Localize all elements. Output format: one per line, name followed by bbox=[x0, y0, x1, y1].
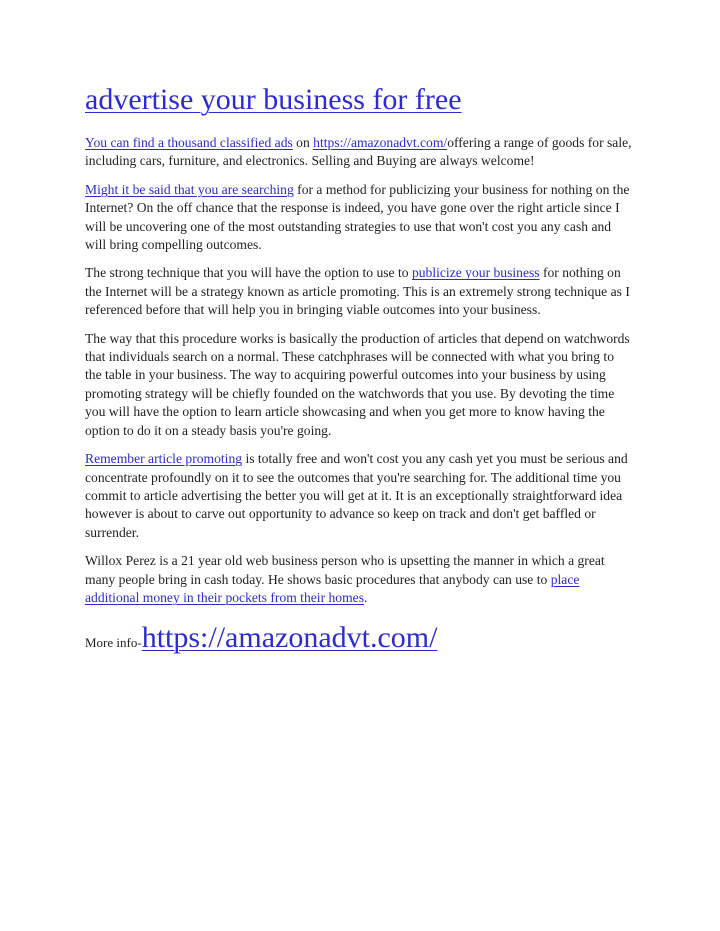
paragraph-4 bbox=[85, 330, 633, 440]
document-page bbox=[85, 80, 633, 655]
paragraph-6 bbox=[85, 552, 633, 607]
article-promoting-link[interactable]: Remember article promoting bbox=[85, 451, 243, 467]
publicize-business-link[interactable]: publicize your business bbox=[411, 265, 540, 281]
p6-text-1: Willox Perez is a 21 year old web business person who is upsetting the manner in which a great many people bring in cash today. He shows basic procedures that anybody can use to bbox=[85, 553, 605, 587]
more-info bbox=[85, 621, 633, 655]
p2-text: for a method for publicizing your business for nothing on the Internet? On the off chance that the response is indeed, you have gone over the right article since I will be uncovering one of the most outstanding strategies to use that won't cost you any cash and will bring compelling outcomes. bbox=[85, 181, 630, 253]
amazonadvt-link[interactable]: https://amazonadvt.com/ bbox=[313, 135, 448, 150]
paragraph-3 bbox=[85, 264, 633, 319]
p1-text-2: offering a range of goods for sale, including cars, furniture, and electronics. Selling and Buying are always welcome! bbox=[85, 135, 632, 169]
page-title bbox=[85, 80, 633, 120]
p3-text-1: The strong technique that you will have the option to use to bbox=[85, 265, 412, 281]
paragraph-5 bbox=[85, 450, 633, 542]
paragraph-1 bbox=[85, 134, 633, 171]
p4-text: The way that this procedure works is basically the production of articles that depend on watchwords that individuals search on a normal. These catchphrases will be connected with what you bring to the table in your business. The way to acquiring powerful outcomes into your business by using promoting strategy will be chiefly founded on the watchwords that you use. By devoting the time you will have the option to learn article showcasing and when you get more to know having the option to do it on a steady basis you're going. bbox=[85, 330, 630, 438]
searching-link[interactable]: Might it be said that you are searching bbox=[85, 181, 294, 197]
p1-text-1: on bbox=[292, 135, 314, 150]
paragraph-2 bbox=[85, 181, 633, 255]
title-link[interactable]: advertise your business for free bbox=[85, 83, 462, 116]
more-info-label: More info- bbox=[85, 635, 142, 651]
more-info-link[interactable]: https://amazonadvt.com/ bbox=[141, 621, 438, 655]
additional-money-link[interactable]: place additional money in their pockets from their homes bbox=[85, 571, 580, 605]
p5-text: is totally free and won't cost you any cash yet you must be serious and concentrate profoundly on it to see the outcomes that you're searching for. The additional time you commit to article advertising the better you will get at it. It is an exceptionally straightforward idea however is about to carve out opportunity to advance so keep on track and don't get baffled or surrender. bbox=[85, 451, 628, 540]
p6-text-2: . bbox=[363, 589, 368, 605]
classified-ads-link[interactable]: You can find a thousand classified ads bbox=[85, 135, 293, 150]
p3-text-2: for nothing on the Internet will be a strategy known as article promoting. This is an extremely strong technique as I referenced before that will help you in bringing viable outcomes into your business. bbox=[85, 265, 630, 318]
